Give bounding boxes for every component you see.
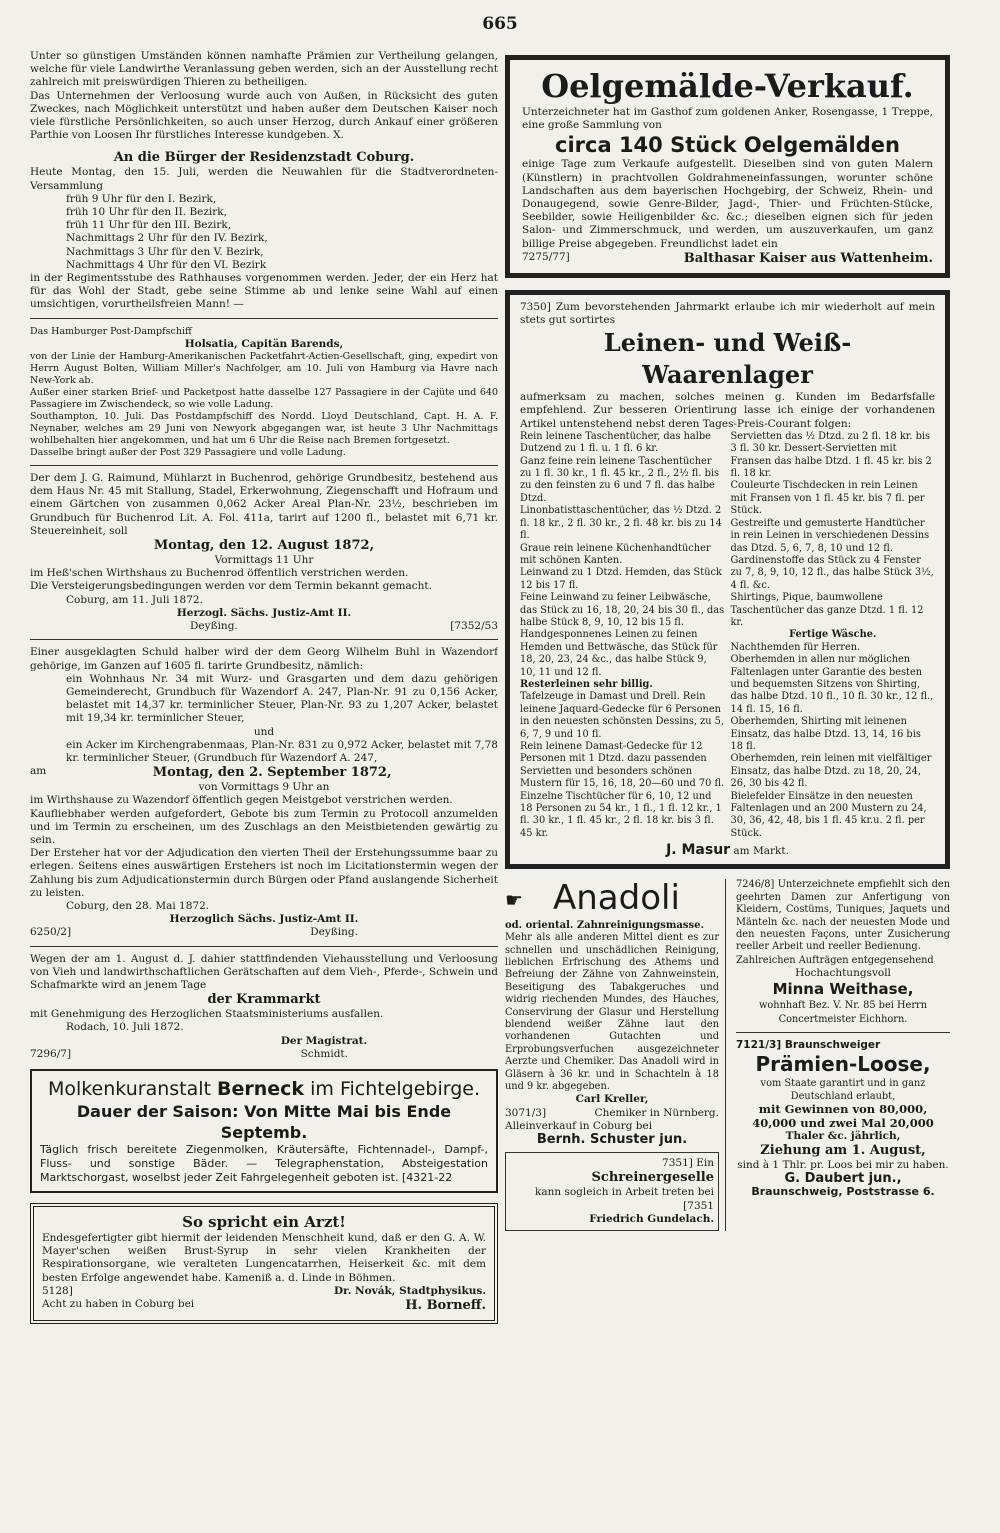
schreiner-title: Schreinergeselle xyxy=(591,1170,714,1186)
time-row: Nachmittags 4 Uhr für den VI. Bezirk xyxy=(66,258,267,271)
leinen-title: Leinen- und Weiß-Waarenlager xyxy=(603,328,852,390)
leinen-signature: J. Masur xyxy=(666,842,731,859)
arzt-footer xyxy=(42,1298,486,1314)
leinen-location: am Markt. xyxy=(733,845,789,858)
price-item: Linonbatisttaschentücher, das ½ Dtzd. 2 fl. 18 kr., 2 fl. 30 kr., 2 fl. 48 kr. bis zu 14 fl. xyxy=(520,505,722,542)
lose-text: vom Staate garantirt und in ganz Deutschland erlaubt, xyxy=(760,1077,926,1103)
divider xyxy=(30,465,498,466)
price-item: Gardinenstoffe das Stück zu 4 Fenster zu 7, 8, 9, 10, 12 fl., das halbe Stück 3½, 4 fl. &c. xyxy=(730,554,934,591)
schreiner-code: 7351] Ein xyxy=(662,1157,714,1170)
article-paragraph: Unter so günstigen Umständen können namhafte Prämien zur Vertheilung gelangen, welche für viele Landwirthe Veranlassung geben werden, sich an der Ausstellung recht zahlreich mit preiswürdigen Thieren zu betheiligen. xyxy=(30,50,498,89)
leinen-signature-row xyxy=(520,844,935,858)
leinen-intro: aufmerksam zu machen, solches meinen g. Kunden im Bedarfsfalle empfehlend. Zur besseren Orientirung lasse ich einige der vorhandenen Artikel untenstehend nebst deren Tages-Preis-Courant folgen: xyxy=(520,391,935,430)
leinen-prices-left xyxy=(520,431,725,840)
arzt-sign-row xyxy=(42,1285,486,1298)
price-item: Ganz feine rein leinene Taschentücher zu 1 fl. 30 kr., 1 fl. 45 kr., 2 fl., 2½ fl. bis zu den feinsten zu 6 und 7 fl. das halbe Dtzd. xyxy=(520,455,719,504)
auction-text: Kaufliebhaber werden aufgefordert, Gebote bis zum Termin zu Protocoll anzumelden und im Termin zu erscheinen, um des Zuschlags an den Meistbietenden gewärtig zu sein. xyxy=(30,807,498,846)
left-column xyxy=(30,50,498,1324)
right-column xyxy=(505,55,950,1231)
lose-header xyxy=(736,1039,950,1052)
lose-code: 7121/3] xyxy=(736,1038,782,1051)
auction-item: ein Wohnhaus Nr. 34 mit Wurz- und Grasgarten und dem dazu gehörigen Gemeinderecht, Grundbuch für Wazendorf A. 247, Plan-Nr. 91 zu 0,156 Acker, belastet mit 14,37 kr. terminlicher Steuer, Plan-Nr. 93 zu 1,207 Acker, belastet mit 19,34 kr. terminlicher Steuer, xyxy=(66,672,498,725)
weithase-name: Minna Weithase, xyxy=(772,980,914,999)
oel-signature: Balthasar Kaiser aus Wattenheim. xyxy=(683,250,933,266)
pointing-hand-icon: ☛ xyxy=(505,887,523,912)
market-text: Wegen der am 1. August d. J. dahier stattfindenden Viehausstellung und Verloosung von Vieh und landwirthschaftlichen Gerätschaften auf dem Vieh-, Pferde-, Schwein und Schafmarkte wird an jenem Tage xyxy=(30,952,498,991)
anadoli-body: Mehr als alle anderen Mittel dient es zur schnellen und unschädlichen Reinigung, lieblichen Erfrischung des Athems und Befreiung der Zähne von Zahnweinstein, Beseitigung des Tabakgeruches und widrig riechenden Mundes, des Hauches, Conservirung der Glasur und Herstellung blendend weißer Zähne laut den vorhandenen Gutachten und Erprobungsverfuchen ausgezeichneter Aerzte und Chemiker. Das Anadoli wird in Gläsern à 36 kr. und in Schachteln à 18 und 9 kr. abgegeben. xyxy=(505,932,719,1093)
auction-footer xyxy=(30,926,498,939)
anadoli-signature-2: Chemiker in Nürnberg. xyxy=(594,1106,719,1119)
lose-address: Braunschweig, Poststrasse 6. xyxy=(751,1185,935,1199)
auction-text: im Wirthshause zu Wazendorf öffentlich gegen Meistgebot verstrichen werden. xyxy=(30,794,453,807)
weithase-body: 7246/8] Unterzeichnete empfiehlt sich den geehrten Damen zur Anfertigung von Kleidern, Costüms, Tuniques, Jaquets und Mänteln &c. nach der neuesten Mode und den neuesten Façons, unter Zusicherung reeller Arbeit und reeller Bedienung. xyxy=(736,879,950,953)
divider xyxy=(736,1032,950,1033)
price-item: Gestreifte und gemusterte Handtücher in rein Leinen in verschiedenen Dessins das Dtzd. 5, 6, 7, 8, 10 und 12 fl. xyxy=(730,517,930,554)
notice-heading: An die Bürger der Residenzstadt Coburg. xyxy=(113,150,415,166)
time-row: Nachmittags 2 Uhr für den IV. Bezirk, xyxy=(66,232,268,245)
anadoli-shop: Bernh. Schuster jun. xyxy=(536,1132,688,1148)
divider xyxy=(30,639,498,640)
auction-item: ein Acker im Kirchengrabenmaas, Plan-Nr. 831 zu 0,972 Acker, belastet mit 7,78 kr. terminlicher Steuer, (Grundbuch für Wazendorf A. 247, xyxy=(66,738,498,764)
anadoli-code: 3071/3] xyxy=(505,1106,547,1119)
oel-headline: circa 140 Stück Oelgemälden xyxy=(555,133,900,158)
leinen-intro: 7350] Zum bevorstehenden Jahrmarkt erlaube ich mir wiederholt auf mein stets gut sortirtes xyxy=(520,300,935,327)
auction-text: Die Versteigerungsbedingungen werden vor dem Termin bekannt gemacht. xyxy=(30,580,432,593)
auction-code: 6250/2] xyxy=(30,926,72,939)
time-row: früh 11 Uhr für den III. Bezirk, xyxy=(66,219,232,232)
schreiner-name: Friedrich Gundelach. xyxy=(589,1212,714,1225)
page-number: 665 xyxy=(482,14,518,34)
lose-draw: Ziehung am 1. August, xyxy=(760,1142,926,1158)
oel-title: Oelgemälde-Verkauf. xyxy=(541,67,914,105)
arzt-body: Endesgefertigter gibt hiermit der leidenden Menschheit kund, daß er den G. A. W. Mayer'schen weißen Brust-Syrup in sehr vielen Krankheiten der Respirationsorgane, wie veralteten Lungencatarrhen, Heiserkeit &c. mit dem besten Erfolge angewendet habe. Kameniß a. d. Linde in Böhmen. xyxy=(42,1231,486,1284)
notice-text: Heute Montag, den 15. Juli, werden die Neuwahlen für die Stadtverordneten-Versammlung xyxy=(30,166,498,192)
ship-text: Dasselbe bringt außer der Post 329 Passagiere und volle Ladung. xyxy=(30,447,346,459)
arzt-footer-text: Acht zu haben in Coburg bei xyxy=(42,1298,195,1310)
weithase-hoch: Hochachtungsvoll xyxy=(795,967,891,980)
oel-code: 7275/77] xyxy=(522,250,570,263)
weithase-column xyxy=(736,879,950,1231)
auction-text: Einer ausgeklagten Schuld halber wird der dem Georg Wilhelm Buhl in Wazendorf gehörige, im Ganzen auf 1605 fl. tarirte Grundbesitz, nämlich: xyxy=(30,646,498,672)
auction-date-row xyxy=(30,765,498,781)
auction-date: Montag, den 12. August 1872, xyxy=(153,538,375,554)
lose-text: Thaler &c. jährlich, xyxy=(785,1129,901,1142)
price-item: Einzelne Tischtücher für 6, 10, 12 und 18 Personen zu 54 kr., 1 fl., 1 fl. 12 kr., 1 fl. 30 kr., 1 fl. 45 kr., 2 fl. 18 kr. bis 3 fl. 45 kr. xyxy=(520,790,722,839)
price-item: Nachthemden für Herren. xyxy=(730,641,861,653)
arzt-dealer: H. Borneff. xyxy=(405,1298,486,1313)
anadoli-ad xyxy=(505,879,726,1231)
auction-signature: Deyßing. xyxy=(190,620,238,633)
price-item: Handgesponnenes Leinen zu feinen Hemden und Bettwäsche, das Stück für 18, 20, 23, 24 &c., das halbe Stück 9, 10, 11 und 12 fl. xyxy=(520,629,718,678)
oel-footer xyxy=(522,251,933,267)
auction-place: Coburg, den 28. Mai 1872. xyxy=(66,899,210,912)
ship-name: Holsatia, Capitän Barends, xyxy=(184,337,344,350)
leinen-ad xyxy=(505,290,950,870)
auction-office: Herzogl. Sächs. Justiz-Amt II. xyxy=(176,606,352,619)
oel-text: Unterzeichneter hat im Gasthof zum goldenen Anker, Rosengasse, 1 Treppe, eine große Sammlung von xyxy=(522,106,933,132)
price-item: Couleurte Tischdecken in rein Leinen mit Fransen von 1 fl. 45 kr. bis 7 fl. per Stück. xyxy=(730,480,925,517)
oel-text: einige Tage zum Verkaufe aufgestellt. Dieselben sind von guten Malern (Künstlern) in prachtvollen Goldrahmeneinfassungen, worunter schöne Landschaften aus dem bayerischen Hochgebirg, der Schweiz, Rhein- und Donaugegend, sowie Genre-Bilder, Jagd-, Thier- und Früchten-Stücke, Seebilder, sowie Heiligenbilder &c. &c.; dieselben eignen sich für jeden Salon- und Zimmerschmuck, und werden, um auszuverkaufen, um ganz billige Preise abgegeben. Freundlichst ladet ein xyxy=(522,158,933,250)
market-footer xyxy=(30,1048,498,1061)
article-paragraph: Das Unternehmen der Verloosung wurde auch von Außen, in Rücksicht des guten Zweckes, nach Möglichkeit unterstützt und haben außer dem Deutschen Kaiser noch viele fürstliche Persönlichkeiten, so auch unser Herzog, durch Ankauf einer größeren Parthie von Loosen Ihr fürstliches Interesse kundgeben. X. xyxy=(30,89,498,142)
berneck-code: [4321-22 xyxy=(401,1170,453,1184)
price-item: Graue rein leinene Küchenhandtücher mit schönen Kanten. xyxy=(520,542,711,566)
anadoli-signature: Carl Kreller, xyxy=(575,1093,649,1106)
berneck-body: Täglich frisch bereitete Ziegenmolken, Kräutersäfte, Fichtennadel-, Dampf-, Fluss- und sonstige Bäder. — Telegraphenstation, Absteigestation Marktschorgast, woselbst jeder Zeit Fahrgelegenheit geboten ist. [4321-22 xyxy=(40,1142,488,1184)
time-row: früh 10 Uhr für den II. Bezirk, xyxy=(66,206,227,219)
time-row: früh 9 Uhr für den I. Bezirk, xyxy=(66,192,217,205)
market-place: Rodach, 10. Juli 1872. xyxy=(66,1021,184,1034)
arzt-signature: Dr. Novák, Stadtphysikus. xyxy=(334,1284,486,1297)
price-item: Oberhemden, Shirting mit leinenen Einsatz, das halbe Dtzd. 13, 14, 16 bis 18 fl. xyxy=(730,716,921,752)
price-item: Shirtings, Pique, baumwollene Taschentücher das ganze Dtzd. 1 fl. 12 kr. xyxy=(730,592,924,628)
leinen-prices-right xyxy=(731,431,936,840)
auction-date: Montag, den 2. September 1872, xyxy=(152,765,392,781)
lose-prizes: mit Gewinnen von 80,000, 40,000 und zwei Mal 20,000 xyxy=(752,1102,934,1130)
schreiner-ad xyxy=(505,1152,719,1231)
article-signature: X. xyxy=(333,129,344,142)
auction-signature: Deyßing. xyxy=(310,926,358,939)
berneck-ad xyxy=(30,1069,498,1193)
weithase-body2: Zahlreichen Aufträgen entgegensehend xyxy=(736,954,934,966)
divider xyxy=(30,946,498,947)
oelgemaelde-ad xyxy=(505,55,950,278)
auction-text: im Heß'schen Wirthshaus zu Buchenrod öffentlich verstrichen werden. xyxy=(30,567,409,580)
price-item: Feine Leinwand zu feiner Leibwäsche, das Stück zu 16, 18, 20, 24 bis 30 fl., das halbe Stück 8, 9, 10, 12 bis 15 fl. xyxy=(520,592,725,628)
bottom-ads xyxy=(505,879,950,1231)
price-item: Servietten das ½ Dtzd. zu 2 fl. 18 kr. bis 3 fl. 30 kr. Dessert-Servietten mit Fransen das halbe Dtzd. 1 fl. 45 kr. bis 2 fl. 18 kr. xyxy=(730,430,932,480)
market-code: 7296/7] xyxy=(30,1047,72,1060)
market-office: Der Magistrat. xyxy=(280,1034,368,1047)
auction-am: am xyxy=(30,765,47,778)
lose-name: G. Daubert jun., xyxy=(784,1171,902,1187)
auction-place: Coburg, am 11. Juli 1872. xyxy=(66,593,203,606)
anadoli-title-row: ☛ Anadoli xyxy=(505,878,680,919)
auction-code: [7352/53 xyxy=(450,620,498,633)
price-item: Bielefelder Einsätze in den neuesten Faltenlagen und an 200 Mustern zu 24, 30, 36, 42, 48, bis 1 fl. 45 kr.u. 2 fl. per Stück. xyxy=(730,790,927,839)
price-item: Oberhemden in allen nur möglichen Faltenlagen unter Garantie des besten und bequemsten Sitzens von Shirting, das halbe Dtzd. 10 fl., 10 fl. 30 kr., 12 fl., 14 fl. 15, 16 fl. xyxy=(730,654,934,715)
leinen-prices xyxy=(520,431,935,840)
berneck-season: Dauer der Saison: Von Mitte Mai bis Ende Septemb. xyxy=(76,1101,452,1142)
price-item: Rein leinene Damast-Gedecke für 12 Personen mit 1 Dtzd. dazu passenden Servietten und besonders schönen Mustern für 15, 16, 18, 20—60 und 70 fl. xyxy=(520,741,725,790)
notice-text: in der Regimentsstube des Rathhauses vorgenommen werden. Jeder, der ein Herz hat für das Wohl der Stadt, gebe seine Stimme ab und lenke seine Wahl auf einen umsichtigen, vorurtheilsfreien Mann! — xyxy=(30,272,498,311)
lose-t1: Braunschweiger xyxy=(784,1038,881,1051)
election-times xyxy=(30,193,498,272)
price-item: Oberhemden, rein leinen mit vielfältiger Einsatz, das halbe Dtzd. zu 18, 20, 24, 26, 30 bis 42 fl. xyxy=(730,753,932,790)
arzt-ad xyxy=(30,1203,498,1324)
price-item: Resterleinen sehr billig. xyxy=(520,678,653,690)
auction-text: Der dem J. G. Raimund, Mühlarzt in Buchenrod, gehörige Grundbesitz, bestehend aus dem Haus Nr. 45 mit Stallung, Stadel, Erkerwohnung, Ziegenschafft und Hofraum und einem Gärtchen von zusammen 0,062 Acker Areal Plan-Nr. 23½, beschrieben im Grundbuch für Buchenrod Lit. A. Fol. 411a, tarirt auf 1200 fl., belastet mit 6,71 kr. Steuereinheit, soll xyxy=(30,472,498,537)
auction-item: und xyxy=(253,725,275,738)
divider xyxy=(30,318,498,319)
anadoli-alone: Alleinverkauf in Coburg bei xyxy=(505,1119,653,1132)
auction-office: Herzoglich Sächs. Justiz-Amt II. xyxy=(169,913,359,926)
anadoli-footer xyxy=(505,1107,719,1120)
berneck-title: Molkenkuranstalt Berneck im Fichtelgebirge. xyxy=(47,1077,481,1100)
schreiner-body: kann sogleich in Arbeit treten bei [7351 xyxy=(534,1186,714,1212)
price-heading: Fertige Wäsche. xyxy=(789,629,877,641)
arzt-code: 5128] xyxy=(42,1284,73,1297)
ship-text: Außer einer starken Brief- und Packetpost hatte dasselbe 127 Passagiere in der Cajüte und 640 Passagiere im Zwischendeck, so wie volle Ladung. xyxy=(30,387,498,411)
auction-time: Vormittags 11 Uhr xyxy=(214,554,314,567)
ship-text: von der Linie der Hamburg-Amerikanischen Packetfahrt-Actien-Gesellschaft, ging, expedirt von Herrn August Bolten, William Miller's Nachfolger, am 10. Juli von Hamburg via Havre nach New-York ab. xyxy=(30,351,498,387)
price-item: Tafelzeuge in Damast und Drell. Rein leinene Jaquard-Gedecke für 6 Personen in den neuesten schönsten Dessins, zu 5, 6, 7, 9 und 10 fl. xyxy=(520,691,725,740)
auction-time: von Vormittags 9 Uhr an xyxy=(198,781,330,794)
lose-title: Prämien-Loose, xyxy=(755,1051,931,1076)
schreiner-code-2: [7351 xyxy=(683,1199,714,1212)
auction-footer xyxy=(30,620,498,633)
lose-text: sind à 1 Thlr. pr. Loos bei mir zu haben. xyxy=(737,1158,949,1171)
market-signature: Schmidt. xyxy=(300,1047,348,1060)
ship-text: Southampton, 10. Juli. Das Postdampfschiff des Nordd. Lloyd Deutschland, Capt. H. A. F. Neynaber, welches am 29 Juni von Newyork abgegangen war, ist heute 3 Uhr Nachmittags wohlbehalten hier angekommen, und hat um 6 Uhr die Reise nach Bremen fortgesetzt. xyxy=(30,411,498,447)
weithase-address: wohnhaft Bez. V. Nr. 85 bei Herrn Concertmeister Eichhorn. xyxy=(758,1000,928,1025)
price-item: Rein leinene Taschentücher, das halbe Dutzend zu 1 fl. u. 1 fl. 6 kr. xyxy=(520,430,711,455)
arzt-title: So spricht ein Arzt! xyxy=(182,1212,346,1231)
time-row: Nachmittags 3 Uhr für den V. Bezirk, xyxy=(66,245,264,258)
ship-heading: Das Hamburger Post-Dampfschiff xyxy=(30,325,192,337)
market-heading: der Krammarkt xyxy=(207,992,321,1008)
price-item: Leinwand zu 1 Dtzd. Hemden, das Stück 12 bis 17 fl. xyxy=(520,567,722,591)
market-text: mit Genehmigung des Herzoglichen Staatsministeriums ausfallen. xyxy=(30,1008,384,1021)
auction-text: Der Ersteher hat vor der Adjudication den vierten Theil der Erstehungssumme baar zu erlegen. Seitens eines auswärtigen Erstehers ist noch im Licitationstermin wegen der Zahlung bis zum Adjudicationstermin durch Bürgen oder Pfand auslangende Sicherheit zu leisten. xyxy=(30,847,498,899)
anadoli-subtitle: od. oriental. Zahnreinigungsmasse. xyxy=(505,919,704,931)
